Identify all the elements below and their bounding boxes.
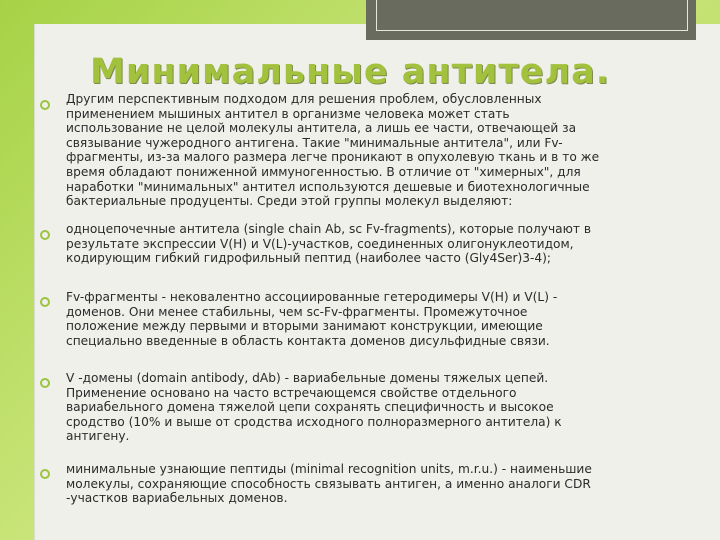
paragraph-vdomain: V -домены (domain antibody, dAb) - вариабельные домены тяжелых цепей. Применение основано на часто встречающемся свойстве отдельного вариабельного домена тяжелой цепи сохранять специфичность и высокое сродство (10% и выше от сродства исходного полноразмерного антитела) к антигену. [66, 371, 562, 444]
decorative-title-bar-frame [376, 0, 688, 31]
paragraph-mru: минимальные узнающие пептиды (minimal recognition units, m.r.u.) - наименьшие молекулы, сохраняющие способность связывать антиген, а именно аналоги CDR -участков вариабельных доменов. [66, 462, 592, 506]
bullet-icon [40, 100, 50, 110]
paragraph-scfv: одноцепочечные антитела (single chain Ab, sc Fv-fragments), которые получают в результате экспрессии V(H) и V(L)-участков, соединенных олигонуклеотидом, кодирующим гибкий гидрофильный пептид (наиболее часто (Gly4Ser)3-4); [66, 222, 592, 266]
bullet-icon [40, 378, 50, 388]
paragraph-fv: Fv-фрагменты - нековалентно ассоциированные гетеродимеры V(H) и V(L) - доменов. Они менее стабильны, чем sc-Fv-фрагменты. Промежуточное положение между первыми и вторыми занимают конструкции, имеющие специально введенные в область контакта доменов дисульфидные связи. [66, 290, 558, 348]
bullet-icon [40, 469, 50, 479]
paragraph-intro: Другим перспективным подходом для решения проблем, обусловленных применением мышиных антител в организме человека может стать использование не целой молекулы антитела, а лишь ее части, отвечающей за связывание чужеродного антигена. Такие "минимальные антитела", или Fv- фрагменты, из-за малого размера легче проникают в опухолевую ткань и в то же время обладают пониженной иммуногенностью. В отличие от "химерных", для наработки "минимальных" антител используются дешевые и биотехнологичные бактериальные продуценты. Среди этой группы молекул выделяют: [66, 92, 600, 209]
bullet-icon [40, 230, 50, 240]
slide-title: Минимальные антитела. [90, 52, 610, 92]
bullet-icon [40, 297, 50, 307]
